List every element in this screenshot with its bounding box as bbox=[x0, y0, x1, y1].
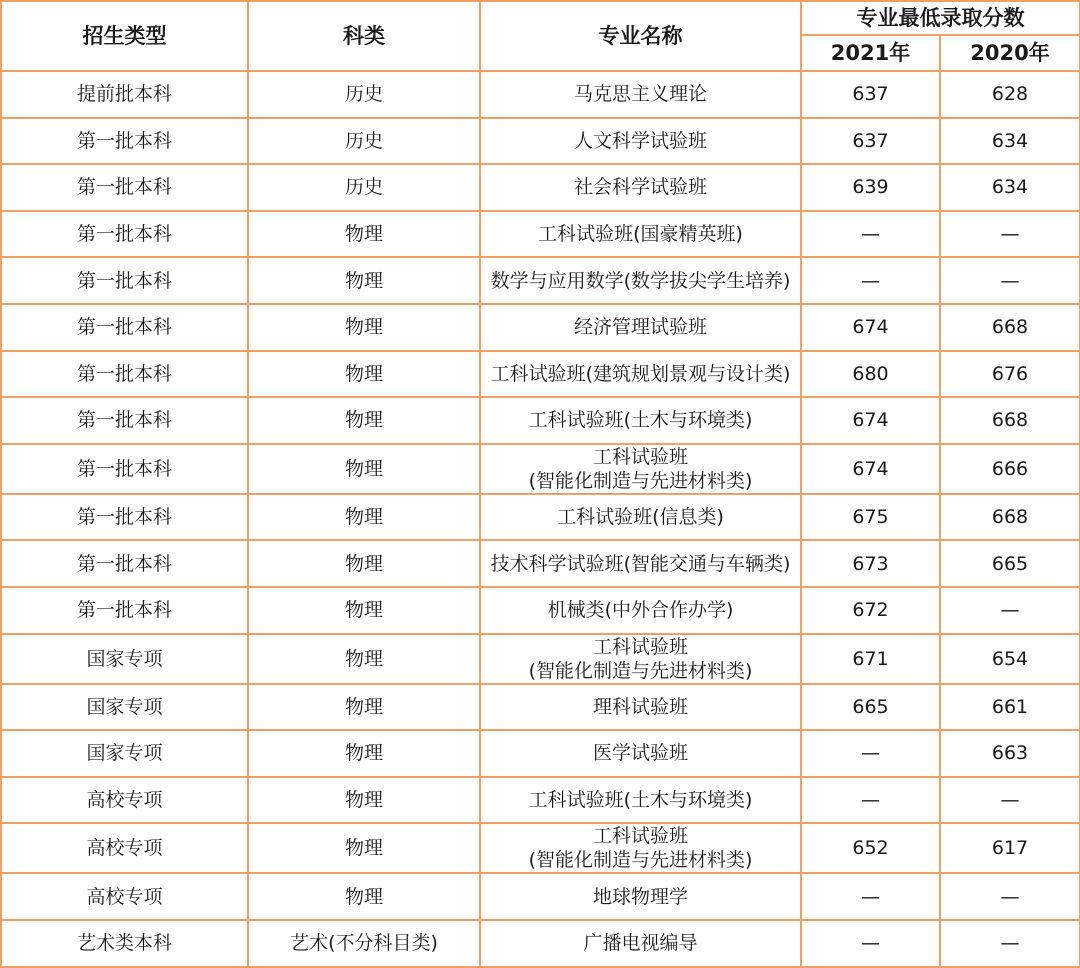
cell-subject: 物理 bbox=[248, 777, 480, 824]
cell-admission-type: 第一批本科 bbox=[1, 304, 248, 351]
cell-subject: 物理 bbox=[248, 494, 480, 541]
major-name-line: 工科试验班(建筑规划景观与设计类) bbox=[490, 362, 791, 385]
cell-subject: 物理 bbox=[248, 587, 480, 634]
major-name-line: 社会科学试验班 bbox=[573, 176, 707, 199]
cell-score-2020: 634 bbox=[940, 118, 1080, 165]
header-major-name: 专业名称 bbox=[480, 1, 801, 71]
cell-admission-type: 高校专项 bbox=[1, 823, 248, 873]
major-name-line: 工科试验班 bbox=[592, 445, 688, 468]
cell-admission-type: 提前批本科 bbox=[1, 71, 248, 118]
cell-score-2021: 674 bbox=[801, 444, 940, 494]
cell-subject: 艺术(不分科目类) bbox=[248, 920, 480, 967]
major-name-line: (智能化制造与先进材料类) bbox=[528, 659, 753, 682]
cell-admission-type: 第一批本科 bbox=[1, 118, 248, 165]
major-name-line: (智能化制造与先进材料类) bbox=[528, 849, 753, 872]
major-name-line: 理科试验班 bbox=[592, 695, 688, 718]
table-row bbox=[1, 730, 1080, 777]
table-row bbox=[1, 684, 1080, 731]
cell-subject: 物理 bbox=[248, 634, 480, 684]
cell-score-2020: — bbox=[940, 211, 1080, 258]
major-name-line: 马克思主义理论 bbox=[573, 83, 707, 106]
cell-score-2021: — bbox=[801, 777, 940, 824]
table-row bbox=[1, 494, 1080, 541]
cell-score-2021: 675 bbox=[801, 494, 940, 541]
cell-subject: 物理 bbox=[248, 351, 480, 398]
header-min-score-group: 专业最低录取分数 bbox=[801, 1, 1080, 35]
cell-admission-type: 艺术类本科 bbox=[1, 920, 248, 967]
cell-score-2021: 671 bbox=[801, 634, 940, 684]
header-year-2021: 2021年 bbox=[801, 35, 940, 71]
cell-score-2020: 628 bbox=[940, 71, 1080, 118]
major-name-line: 广播电视编导 bbox=[583, 932, 698, 955]
cell-score-2021: — bbox=[801, 730, 940, 777]
cell-admission-type: 国家专项 bbox=[1, 730, 248, 777]
header-year-2020: 2020年 bbox=[940, 35, 1080, 71]
cell-major-name bbox=[480, 164, 801, 211]
major-name-line: 工科试验班(土木与环境类) bbox=[528, 409, 753, 432]
table-row bbox=[1, 777, 1080, 824]
cell-major-name bbox=[480, 118, 801, 165]
cell-score-2021: 639 bbox=[801, 164, 940, 211]
major-name-line: 人文科学试验班 bbox=[573, 129, 707, 152]
cell-major-name bbox=[480, 823, 801, 873]
cell-score-2021: 680 bbox=[801, 351, 940, 398]
major-name-line: 工科试验班 bbox=[592, 635, 688, 658]
cell-major-name bbox=[480, 920, 801, 967]
cell-admission-type: 第一批本科 bbox=[1, 211, 248, 258]
table-row bbox=[1, 118, 1080, 165]
cell-score-2021: 637 bbox=[801, 118, 940, 165]
cell-score-2021: 637 bbox=[801, 71, 940, 118]
cell-admission-type: 第一批本科 bbox=[1, 164, 248, 211]
table-row bbox=[1, 823, 1080, 873]
cell-subject: 物理 bbox=[248, 397, 480, 444]
table-row bbox=[1, 920, 1080, 967]
cell-score-2021: — bbox=[801, 211, 940, 258]
table-row bbox=[1, 540, 1080, 587]
cell-major-name bbox=[480, 351, 801, 398]
cell-subject: 物理 bbox=[248, 444, 480, 494]
major-name-line: 工科试验班(信息类) bbox=[557, 506, 724, 529]
table-header bbox=[1, 1, 1080, 71]
cell-score-2020: 661 bbox=[940, 684, 1080, 731]
cell-score-2020: 668 bbox=[940, 397, 1080, 444]
cell-score-2021: — bbox=[801, 920, 940, 967]
cell-score-2020: 668 bbox=[940, 304, 1080, 351]
table-row bbox=[1, 71, 1080, 118]
cell-admission-type: 第一批本科 bbox=[1, 397, 248, 444]
cell-score-2020: 676 bbox=[940, 351, 1080, 398]
cell-score-2021: — bbox=[801, 257, 940, 304]
cell-major-name bbox=[480, 873, 801, 920]
major-name-line: 工科试验班(国豪精英班) bbox=[538, 223, 743, 246]
cell-score-2020: 634 bbox=[940, 164, 1080, 211]
table-row bbox=[1, 634, 1080, 684]
cell-major-name bbox=[480, 71, 801, 118]
table-row bbox=[1, 164, 1080, 211]
table-row bbox=[1, 444, 1080, 494]
table-row bbox=[1, 397, 1080, 444]
cell-subject: 物理 bbox=[248, 730, 480, 777]
cell-major-name bbox=[480, 444, 801, 494]
cell-subject: 历史 bbox=[248, 71, 480, 118]
table-row bbox=[1, 873, 1080, 920]
cell-score-2020: — bbox=[940, 587, 1080, 634]
cell-admission-type: 第一批本科 bbox=[1, 494, 248, 541]
cell-major-name bbox=[480, 540, 801, 587]
cell-score-2020: 663 bbox=[940, 730, 1080, 777]
cell-score-2020: 668 bbox=[940, 494, 1080, 541]
cell-admission-type: 高校专项 bbox=[1, 873, 248, 920]
table-row bbox=[1, 351, 1080, 398]
cell-score-2020: 666 bbox=[940, 444, 1080, 494]
cell-subject: 物理 bbox=[248, 257, 480, 304]
cell-score-2021: 673 bbox=[801, 540, 940, 587]
cell-score-2021: 665 bbox=[801, 684, 940, 731]
cell-subject: 物理 bbox=[248, 304, 480, 351]
major-name-line: 工科试验班(土木与环境类) bbox=[528, 789, 753, 812]
cell-major-name bbox=[480, 730, 801, 777]
cell-major-name bbox=[480, 777, 801, 824]
cell-score-2020: 617 bbox=[940, 823, 1080, 873]
cell-major-name bbox=[480, 397, 801, 444]
cell-subject: 物理 bbox=[248, 873, 480, 920]
cell-score-2021: 672 bbox=[801, 587, 940, 634]
header-subject: 科类 bbox=[248, 1, 480, 71]
cell-score-2021: 652 bbox=[801, 823, 940, 873]
cell-admission-type: 第一批本科 bbox=[1, 540, 248, 587]
cell-subject: 历史 bbox=[248, 164, 480, 211]
cell-major-name bbox=[480, 587, 801, 634]
cell-major-name bbox=[480, 257, 801, 304]
cell-admission-type: 第一批本科 bbox=[1, 351, 248, 398]
major-name-line: 医学试验班 bbox=[592, 742, 688, 765]
major-name-line: 工科试验班 bbox=[592, 825, 688, 848]
cell-major-name bbox=[480, 211, 801, 258]
cell-major-name bbox=[480, 684, 801, 731]
cell-major-name bbox=[480, 494, 801, 541]
cell-score-2021: 674 bbox=[801, 397, 940, 444]
cell-admission-type: 国家专项 bbox=[1, 684, 248, 731]
table-row bbox=[1, 211, 1080, 258]
cell-major-name bbox=[480, 634, 801, 684]
cell-score-2020: 654 bbox=[940, 634, 1080, 684]
cell-subject: 物理 bbox=[248, 211, 480, 258]
cell-admission-type: 第一批本科 bbox=[1, 444, 248, 494]
table-row bbox=[1, 587, 1080, 634]
cell-score-2020: — bbox=[940, 257, 1080, 304]
cell-score-2020: — bbox=[940, 873, 1080, 920]
table-row bbox=[1, 304, 1080, 351]
cell-score-2020: — bbox=[940, 777, 1080, 824]
cell-admission-type: 第一批本科 bbox=[1, 257, 248, 304]
cell-major-name bbox=[480, 304, 801, 351]
major-name-line: 经济管理试验班 bbox=[573, 316, 707, 339]
cell-score-2020: 665 bbox=[940, 540, 1080, 587]
major-name-line: 地球物理学 bbox=[592, 885, 688, 908]
major-name-line: (智能化制造与先进材料类) bbox=[528, 469, 753, 492]
cell-score-2020: — bbox=[940, 920, 1080, 967]
cell-subject: 物理 bbox=[248, 540, 480, 587]
cell-subject: 物理 bbox=[248, 684, 480, 731]
table-row bbox=[1, 257, 1080, 304]
cell-subject: 物理 bbox=[248, 823, 480, 873]
header-admission-type: 招生类型 bbox=[1, 1, 248, 71]
major-name-line: 技术科学试验班(智能交通与车辆类) bbox=[490, 552, 791, 575]
cell-subject: 历史 bbox=[248, 118, 480, 165]
table-body bbox=[1, 71, 1080, 967]
cell-score-2021: — bbox=[801, 873, 940, 920]
cell-admission-type: 国家专项 bbox=[1, 634, 248, 684]
cell-score-2021: 674 bbox=[801, 304, 940, 351]
major-name-line: 机械类(中外合作办学) bbox=[547, 599, 734, 622]
cell-admission-type: 第一批本科 bbox=[1, 587, 248, 634]
major-name-line: 数学与应用数学(数学拔尖学生培养) bbox=[490, 269, 791, 292]
cell-admission-type: 高校专项 bbox=[1, 777, 248, 824]
